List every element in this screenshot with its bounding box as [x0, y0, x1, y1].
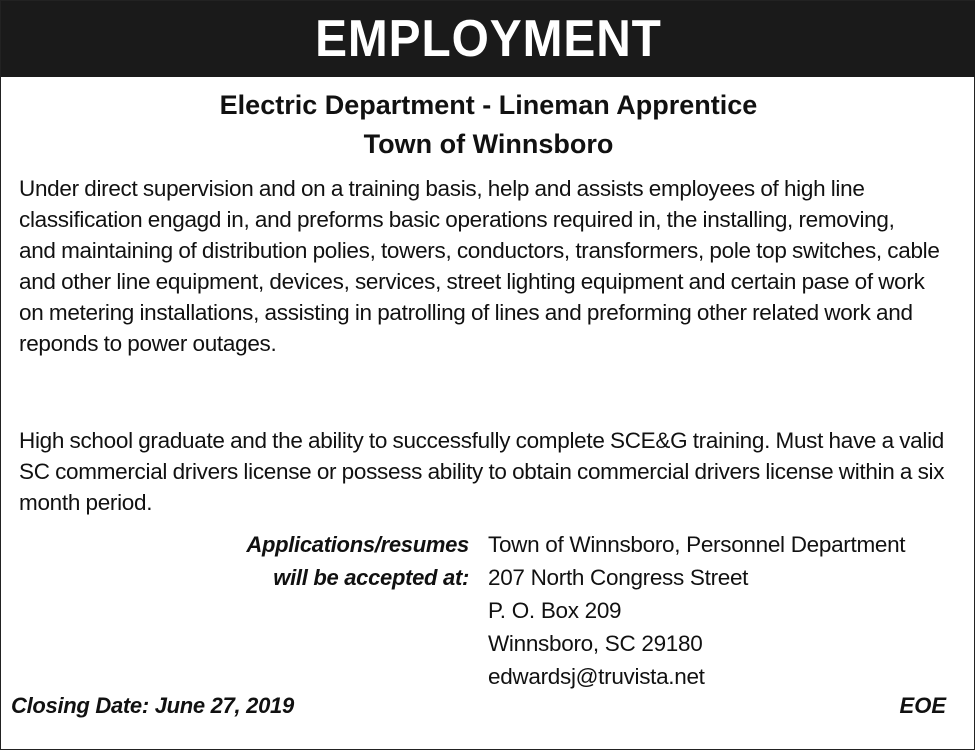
employment-banner [1, 1, 975, 77]
description-line: classification engagd in, and preforms basic operations required in, the installing, removing, [19, 207, 895, 232]
description-line: Under direct supervision and on a training basis, help and assists employees of high line [19, 176, 865, 201]
requirements-line: High school graduate and the ability to successfully complete SCE&G training. Must have a valid [19, 428, 945, 453]
description-line: on metering installations, assisting in patrolling of lines and preforming other related work and [19, 300, 913, 325]
address-line-street: 207 North Congress Street [488, 565, 749, 590]
applications-label [161, 528, 469, 594]
contact-email: edwardsj@truvista.net [488, 664, 705, 689]
description-line: reponds to power outages. [19, 331, 277, 356]
description-line: and other line equipment, devices, services, street lighting equipment and certain pase of work [19, 269, 925, 294]
job-description [19, 173, 959, 359]
address-line-department: Town of Winnsboro, Personnel Department [488, 532, 906, 557]
job-requirements [19, 425, 959, 518]
requirements-line: month period. [19, 490, 153, 515]
address-line-city: Winnsboro, SC 29180 [488, 631, 703, 656]
description-line: and maintaining of distribution polies, towers, conductors, transformers, pole top switches, cable [19, 238, 940, 263]
job-title: Electric Department - Lineman Apprentice [219, 90, 758, 120]
mailing-address [488, 528, 905, 693]
address-line-po-box: P. O. Box 209 [488, 598, 622, 623]
employer-name: Town of Winnsboro [363, 129, 614, 159]
applications-label-line: Applications/resumes [246, 532, 469, 557]
applications-label-line: will be accepted at: [273, 565, 469, 590]
eoe-notice: EOE [899, 693, 946, 718]
closing-date: Closing Date: June 27, 2019 [11, 693, 294, 718]
requirements-line: SC commercial drivers license or possess ability to obtain commercial drivers license within a six [19, 459, 945, 484]
banner-title: EMPLOYMENT [315, 10, 662, 68]
